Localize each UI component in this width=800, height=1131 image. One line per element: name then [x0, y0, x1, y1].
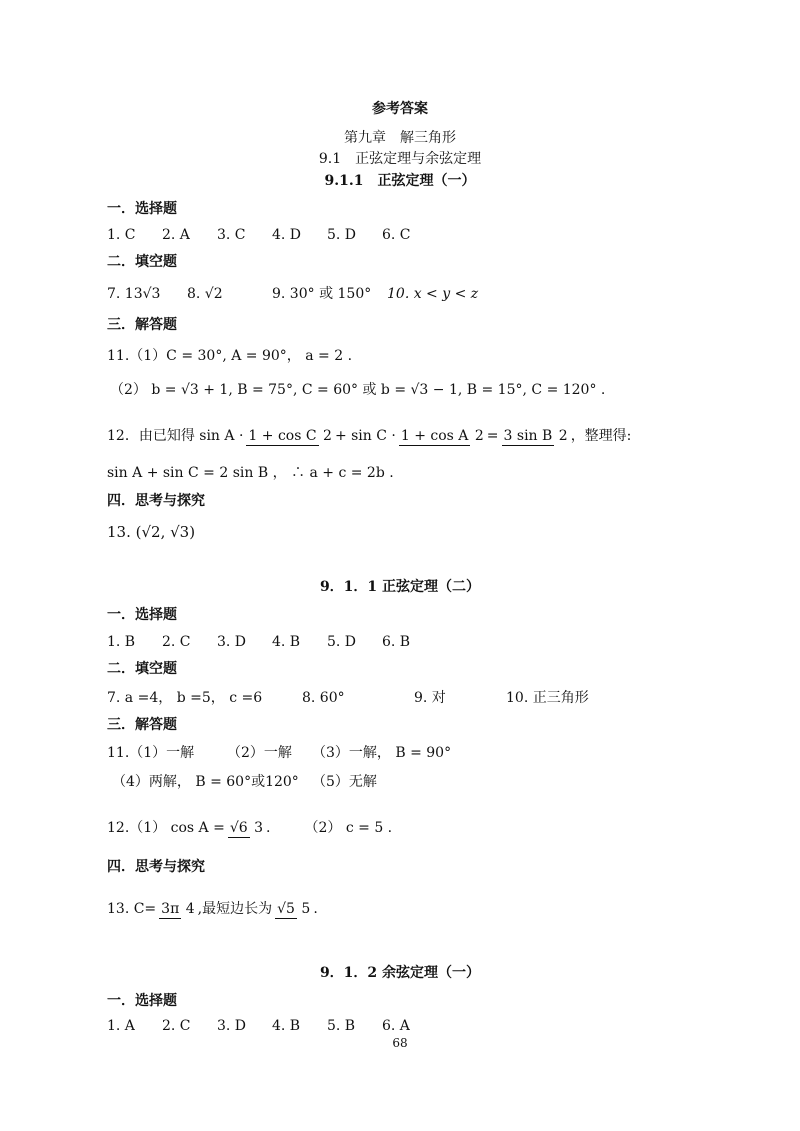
case-item: （4）两解， B = 60°或120°: [112, 774, 299, 790]
chapter-title: 第九章 解三角形: [344, 130, 456, 146]
answer-12: [107, 416, 631, 456]
mc-item: 3. D: [217, 1018, 247, 1034]
fraction-denominator: 2: [474, 427, 484, 444]
mc-item: 2. C: [162, 634, 191, 650]
mc-item: 5. B: [327, 1018, 356, 1034]
mc-item: 5. D: [327, 227, 357, 243]
period: .: [266, 820, 271, 836]
page-title: 参考答案: [372, 101, 428, 117]
fraction: [399, 427, 484, 446]
answer-12-prefix: 12．由已知得 sin A ·: [107, 428, 244, 444]
case-item: （2）一解: [227, 745, 292, 761]
mc-item: 4. D: [272, 227, 302, 243]
heading-explore-1: 四．思考与探究: [107, 493, 205, 509]
fraction-denominator: 5: [301, 900, 311, 917]
case-item: （3）一解， B = 90°: [312, 745, 452, 761]
fill-item: 7. 13√3: [107, 286, 161, 302]
mc-item: 3. D: [217, 634, 247, 650]
answer-13-b: [107, 888, 318, 930]
answer-11-part1: 11.（1）C = 30°, A = 90°， a = 2 .: [107, 348, 353, 364]
mc-answers-1: [107, 226, 437, 244]
fraction-denominator: 3: [254, 819, 264, 836]
heading-solve-1: 三．解答题: [107, 317, 177, 333]
page-number: 68: [392, 1036, 408, 1050]
fill-answers-2: [107, 689, 589, 707]
fill-item: 8. √2: [187, 286, 223, 302]
subsection-title-2: 9．1．1 正弦定理（二）: [319, 579, 481, 595]
answer-12-mid: + sin C ·: [334, 428, 396, 444]
fraction: [228, 819, 263, 838]
mc-item: 6. C: [382, 227, 411, 243]
answer-12-conclusion: sin A + sin C = 2 sin B ， ∴ a + c = 2b .: [107, 465, 394, 481]
heading-choice-1: 一．选择题: [107, 201, 177, 217]
fill-item: 9. 30° 或 150°: [272, 286, 372, 302]
mc-item: 2. A: [162, 227, 190, 243]
fraction-denominator: 2: [558, 427, 568, 444]
fraction-numerator: 1 + cos C: [248, 427, 317, 444]
fraction-numerator: 1 + cos A: [400, 427, 469, 444]
fill-item: 9. 对: [414, 690, 446, 706]
fraction-denominator: 2: [323, 427, 332, 444]
answer-12b-part2: （2） c = 5 .: [304, 820, 393, 836]
fraction: [246, 427, 332, 446]
subsection-title-1: 9.1.1 正弦定理（一）: [324, 173, 476, 189]
fill-answers-1: [107, 285, 478, 303]
mc-item: 3. C: [217, 227, 246, 243]
case-item: （5）无解: [312, 774, 377, 790]
mc-item: 6. B: [382, 634, 411, 650]
answer-12-b: [107, 808, 392, 848]
fraction-denominator: 4: [185, 900, 195, 917]
heading-fill-2: 二．填空题: [107, 661, 177, 677]
fill-item: 10. x < y < z: [387, 286, 479, 302]
answer-12b-prefix: 12.（1） cos A =: [107, 820, 225, 836]
heading-solve-2: 三．解答题: [107, 717, 177, 733]
mc-answers-3: [107, 1017, 437, 1035]
fraction: [275, 900, 310, 919]
fraction-numerator: √5: [277, 900, 295, 917]
answer-13b-mid: ,最短边长为: [197, 901, 273, 917]
period: .: [313, 901, 318, 917]
answer-11-row1: [107, 744, 451, 762]
mc-item: 4. B: [272, 634, 301, 650]
answer-11-part2: （2） b = √3 + 1, B = 75°, C = 60° 或 b = √3 − 1, B = 15°, C = 120° .: [110, 382, 606, 398]
fill-item: 8. 60°: [302, 690, 345, 706]
mc-item: 2. C: [162, 1018, 191, 1034]
fill-item: 10. 正三角形: [506, 690, 589, 706]
equals-sign: =: [486, 428, 499, 444]
answer-13: 13. (√2, √3): [107, 523, 196, 541]
mc-item: 1. A: [107, 1018, 135, 1034]
heading-choice-3: 一．选择题: [107, 993, 177, 1009]
mc-item: 1. B: [107, 634, 136, 650]
subsection-title-3: 9．1．2 余弦定理（一）: [319, 965, 481, 981]
answer-11-row2: [112, 773, 377, 791]
fraction: [502, 427, 568, 446]
mc-item: 1. C: [107, 227, 136, 243]
answer-12-suffix: ，整理得:: [570, 428, 632, 444]
fraction-numerator: 3π: [161, 900, 180, 917]
mc-item: 5. D: [327, 634, 357, 650]
mc-item: 4. B: [272, 1018, 301, 1034]
mc-item: 6. A: [382, 1018, 410, 1034]
section-title: 9.1 正弦定理与余弦定理: [318, 151, 482, 167]
answer-13b-prefix: 13. C=: [107, 901, 157, 917]
heading-explore-2: 四．思考与探究: [107, 859, 205, 875]
fraction-numerator: √6: [229, 819, 248, 836]
mc-answers-2: [107, 633, 437, 651]
fraction-numerator: 3 sin B: [503, 427, 553, 444]
fill-item: 7. a =4， b =5， c =6: [107, 690, 263, 706]
heading-choice-2: 一．选择题: [107, 607, 177, 623]
case-item: 11.（1）一解: [107, 745, 195, 761]
fraction: [159, 900, 194, 919]
heading-fill-1: 二．填空题: [107, 254, 177, 270]
